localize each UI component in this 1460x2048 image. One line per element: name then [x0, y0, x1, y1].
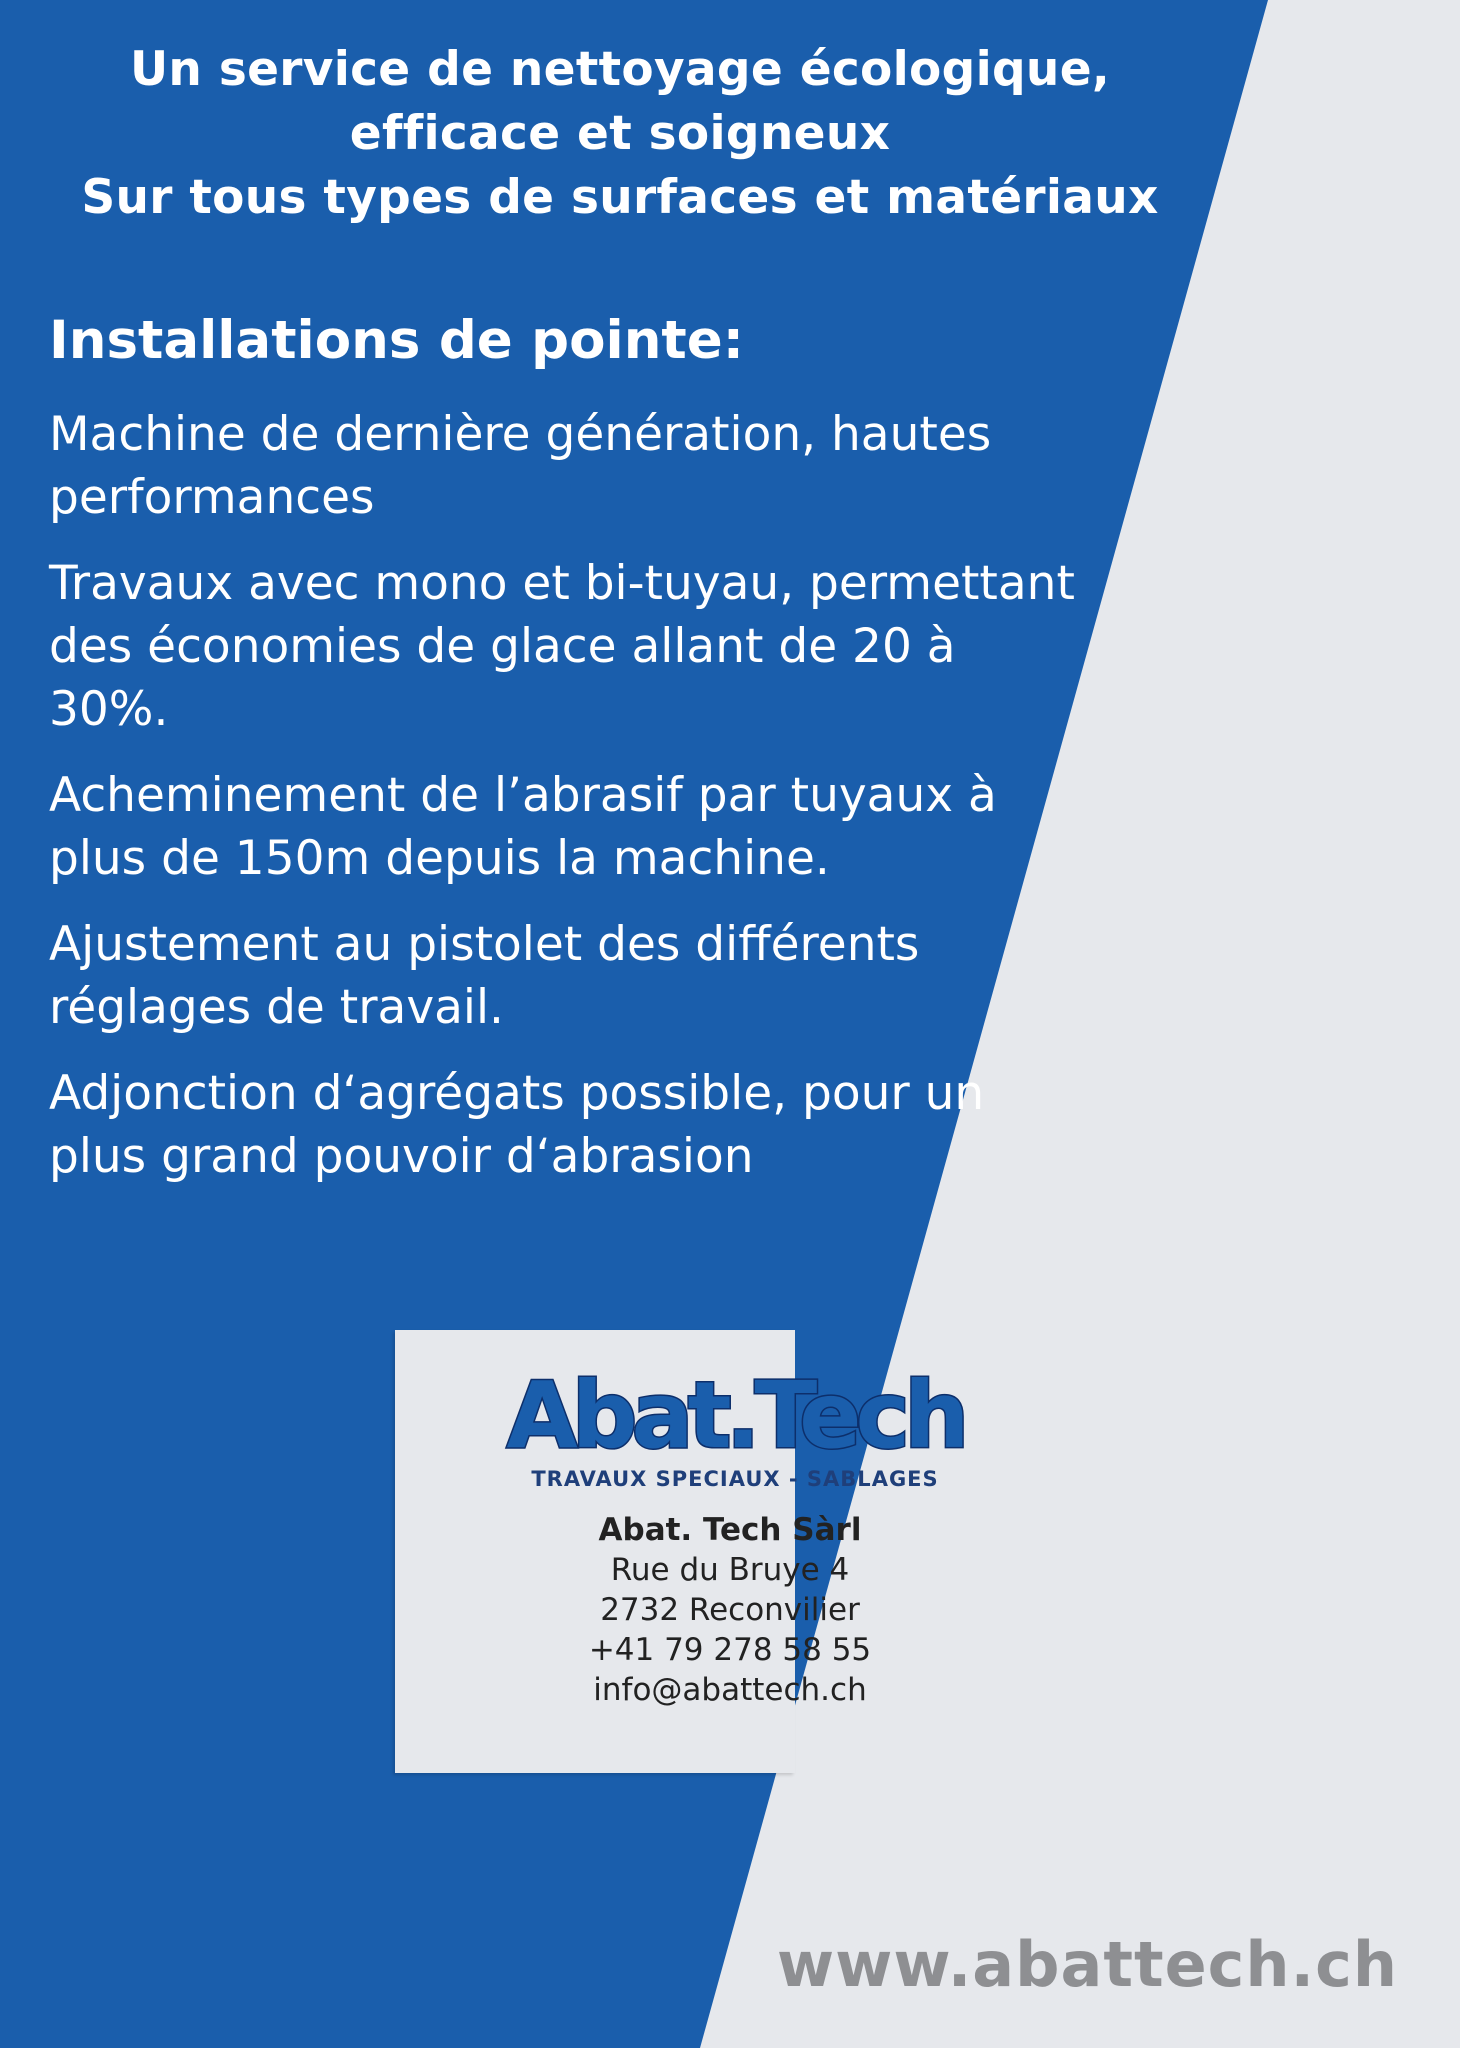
feature-item: Acheminement de l’abrasif par tuyaux à plus de 150m depuis la machine.: [49, 768, 997, 886]
logo-wordmark: Abat.Tech: [506, 1362, 964, 1469]
headline-line-3: Sur tous types de surfaces et matériaux: [81, 170, 1159, 225]
headline: [0, 38, 1240, 230]
logo-tagline: TRAVAUX SPECIAUX - SABLAGES: [531, 1467, 939, 1491]
company-street: Rue du Bruye 4: [610, 1552, 850, 1588]
headline-line-1: Un service de nettoyage écologique,: [129, 42, 1111, 97]
features-list: [49, 403, 1089, 1211]
feature-item: Travaux avec mono et bi-tuyau, permettant des économies de glace allant de 20 à 30%.: [49, 556, 1075, 737]
company-city: 2732 Reconvilier: [600, 1592, 860, 1628]
feature-item: Machine de dernière génération, hautes performances: [49, 407, 992, 525]
section-title: Installations de pointe:: [49, 310, 744, 371]
abattech-logo: [506, 1362, 964, 1492]
feature-item: Adjonction d‘agrégats possible, pour un plus grand pouvoir d‘abrasion: [49, 1066, 985, 1184]
feature-item: Ajustement au pistolet des différents réglages de travail.: [49, 917, 920, 1035]
company-info: [480, 1510, 980, 1710]
company-email[interactable]: info@abattech.ch: [593, 1672, 867, 1708]
headline-line-2: efficace et soigneux: [349, 106, 891, 161]
company-name: Abat. Tech Sàrl: [598, 1512, 862, 1548]
company-phone[interactable]: +41 79 278 58 55: [588, 1632, 872, 1668]
website-url[interactable]: www.abattech.ch: [776, 1928, 1398, 2001]
